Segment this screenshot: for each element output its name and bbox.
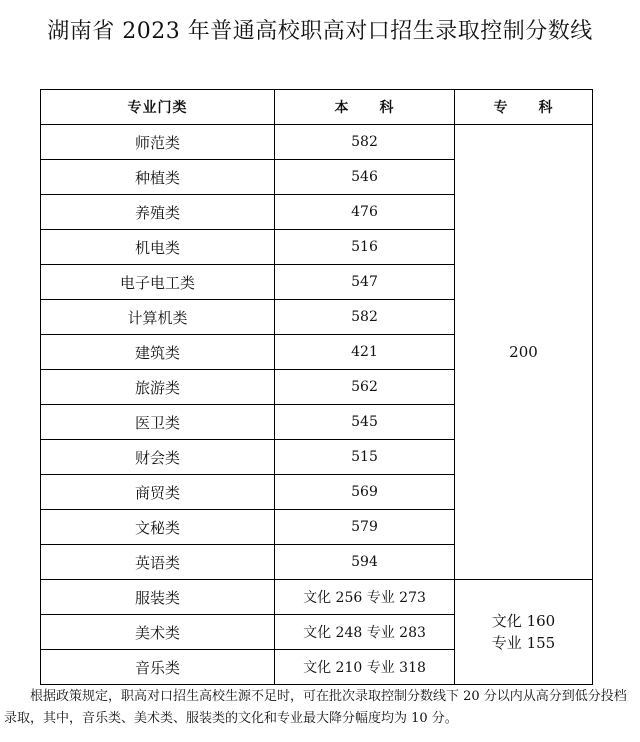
benke-score-cell: 582 [275,300,455,335]
category-cell: 美术类 [41,615,275,650]
category-cell: 商贸类 [41,475,275,510]
zhuanke-major-score: 专业 155 [491,634,556,652]
zhuanke-score-cell: 200 [455,125,593,580]
benke-score-cell: 文化 248 专业 283 [275,615,455,650]
category-cell: 种植类 [41,160,275,195]
table-header-row [41,90,593,125]
score-table [40,89,593,685]
policy-footnote: 根据政策规定，职高对口招生高校生源不足时，可在批次录取控制分数线下 20 分以内从高分到低分投档录取，其中，音乐类、美术类、服装类的文化和专业最大降分幅度均为 10 分。 [4,689,627,726]
category-cell: 电子电工类 [41,265,275,300]
category-cell: 英语类 [41,545,275,580]
benke-score-cell: 582 [275,125,455,160]
benke-score-cell: 文化 256 专业 273 [275,580,455,615]
page-title: 湖南省 2023 年普通高校职高对口招生录取控制分数线 [47,19,593,44]
category-cell: 旅游类 [41,370,275,405]
table-row [41,125,593,160]
zhuanke-culture-score: 文化 160 [491,612,556,630]
zhuanke-art-score-cell [455,580,593,685]
benke-score-cell: 562 [275,370,455,405]
header-category: 专业门类 [41,90,275,125]
benke-score-cell: 579 [275,510,455,545]
benke-score-cell: 516 [275,230,455,265]
category-cell: 建筑类 [41,335,275,370]
category-cell: 师范类 [41,125,275,160]
category-cell: 医卫类 [41,405,275,440]
benke-score-cell: 515 [275,440,455,475]
header-zhuanke: 专 科 [455,90,593,125]
benke-score-cell: 594 [275,545,455,580]
benke-score-cell: 545 [275,405,455,440]
table-row [41,580,593,615]
benke-score-cell: 421 [275,335,455,370]
category-cell: 财会类 [41,440,275,475]
category-cell: 音乐类 [41,650,275,685]
benke-score-cell: 文化 210 专业 318 [275,650,455,685]
benke-score-cell: 546 [275,160,455,195]
category-cell: 机电类 [41,230,275,265]
benke-score-cell: 547 [275,265,455,300]
header-benke: 本 科 [275,90,455,125]
category-cell: 计算机类 [41,300,275,335]
benke-score-cell: 476 [275,195,455,230]
category-cell: 服装类 [41,580,275,615]
benke-score-cell: 569 [275,475,455,510]
category-cell: 文秘类 [41,510,275,545]
category-cell: 养殖类 [41,195,275,230]
